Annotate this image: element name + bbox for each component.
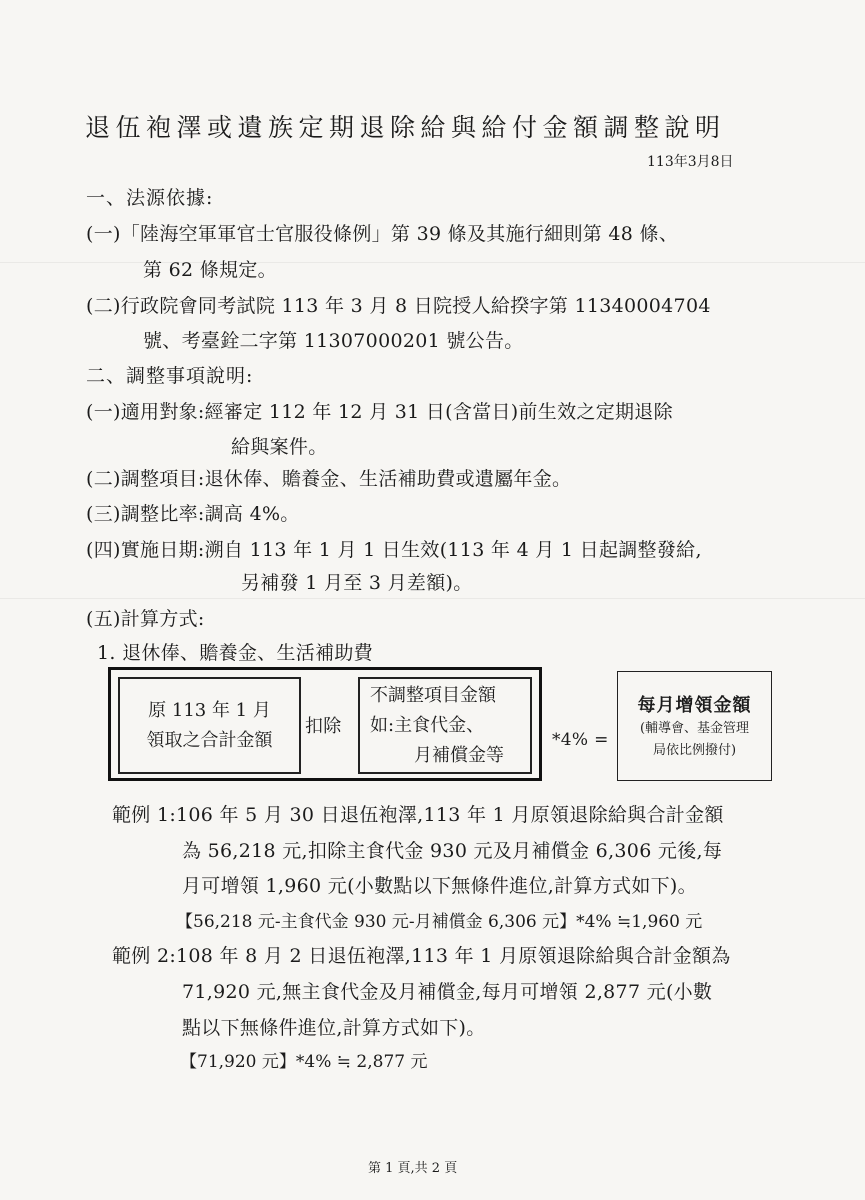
section-1-item-1: (一)「陸海空軍軍官士官服役條例」第 39 條及其施行細則第 48 條、 bbox=[86, 223, 679, 245]
document-date: 113年3月8日 bbox=[647, 154, 734, 170]
section-2-item-3: (三)調整比率:調高 4%。 bbox=[86, 503, 300, 525]
example-1-calculation: 【56,218 元-主食代金 930 元-月補償金 6,306 元】*4% ≒1,960 元 bbox=[176, 912, 703, 932]
excluded-items-box bbox=[358, 677, 532, 774]
example-2-line-3: 點以下無條件進位,計算方式如下)。 bbox=[182, 1017, 486, 1039]
excluded-items-line3: 月補償金等 bbox=[414, 744, 504, 766]
monthly-increase-box bbox=[617, 671, 772, 781]
original-amount-line2: 領取之合計金額 bbox=[146, 729, 273, 751]
section-2-item-4: (四)實施日期:溯自 113 年 1 月 1 日生效(113 年 4 月 1 日起調整發給, bbox=[86, 539, 702, 561]
multiplier-label: *4% = bbox=[552, 730, 609, 750]
deduct-label: 扣除 bbox=[305, 716, 342, 737]
section-2-item-5: (五)計算方式: bbox=[86, 608, 205, 630]
example-1-line-2: 為 56,218 元,扣除主食代金 930 元及月補償金 6,306 元後,每 bbox=[182, 840, 723, 862]
section-1-item-2-cont: 號、考臺銓二字第 11307000201 號公告。 bbox=[143, 330, 524, 352]
example-1-line-3: 月可增領 1,960 元(小數點以下無條件進位,計算方式如下)。 bbox=[182, 875, 697, 897]
example-2-line-2: 71,920 元,無主食代金及月補償金,每月可增領 2,877 元(小數 bbox=[182, 981, 713, 1003]
example-1-line-1: 範例 1:106 年 5 月 30 日退伍袍澤,113 年 1 月原領退除給與合計金額 bbox=[112, 804, 724, 826]
section-2-item-1: (一)適用對象:經審定 112 年 12 月 31 日(含當日)前生效之定期退除 bbox=[86, 401, 673, 423]
monthly-increase-note-2: 局依比例撥付) bbox=[652, 743, 737, 758]
excluded-items-line2: 如:主食代金、 bbox=[370, 714, 485, 736]
document-title: 退伍袍澤或遺族定期退除給與給付金額調整說明 bbox=[85, 113, 726, 142]
section-2-item-4-cont: 另補發 1 月至 3 月差額)。 bbox=[241, 572, 473, 594]
paper-fold-line bbox=[0, 262, 865, 263]
example-2-line-1: 範例 2:108 年 8 月 2 日退伍袍澤,113 年 1 月原領退除給與合計金額為 bbox=[112, 945, 731, 967]
section-1-item-2: (二)行政院會同考試院 113 年 3 月 8 日院授人給揆字第 11340004704 bbox=[86, 295, 711, 317]
excluded-items-line1: 不調整項目金額 bbox=[370, 684, 496, 706]
paper-fold-line bbox=[0, 598, 865, 599]
section-2-item-2: (二)調整項目:退休俸、贍養金、生活補助費或遺屬年金。 bbox=[86, 468, 572, 490]
monthly-increase-title: 每月增領金額 bbox=[637, 695, 752, 716]
section-2-item-1-cont: 給與案件。 bbox=[231, 436, 328, 458]
section-1-heading: 一、法源依據: bbox=[86, 187, 214, 209]
monthly-increase-note-1: (輔導會、基金管理 bbox=[639, 721, 750, 736]
page-footer: 第 1 頁,共 2 頁 bbox=[368, 1161, 458, 1176]
section-2-heading: 二、調整事項說明: bbox=[86, 365, 254, 387]
calc-subitem-1: 1. 退休俸、贍養金、生活補助費 bbox=[97, 642, 373, 664]
original-amount-box bbox=[118, 677, 301, 774]
section-1-item-1-cont: 第 62 條規定。 bbox=[143, 259, 277, 281]
example-2-calculation: 【71,920 元】*4% ≒ 2,877 元 bbox=[180, 1052, 428, 1072]
original-amount-line1: 原 113 年 1 月 bbox=[148, 699, 271, 721]
